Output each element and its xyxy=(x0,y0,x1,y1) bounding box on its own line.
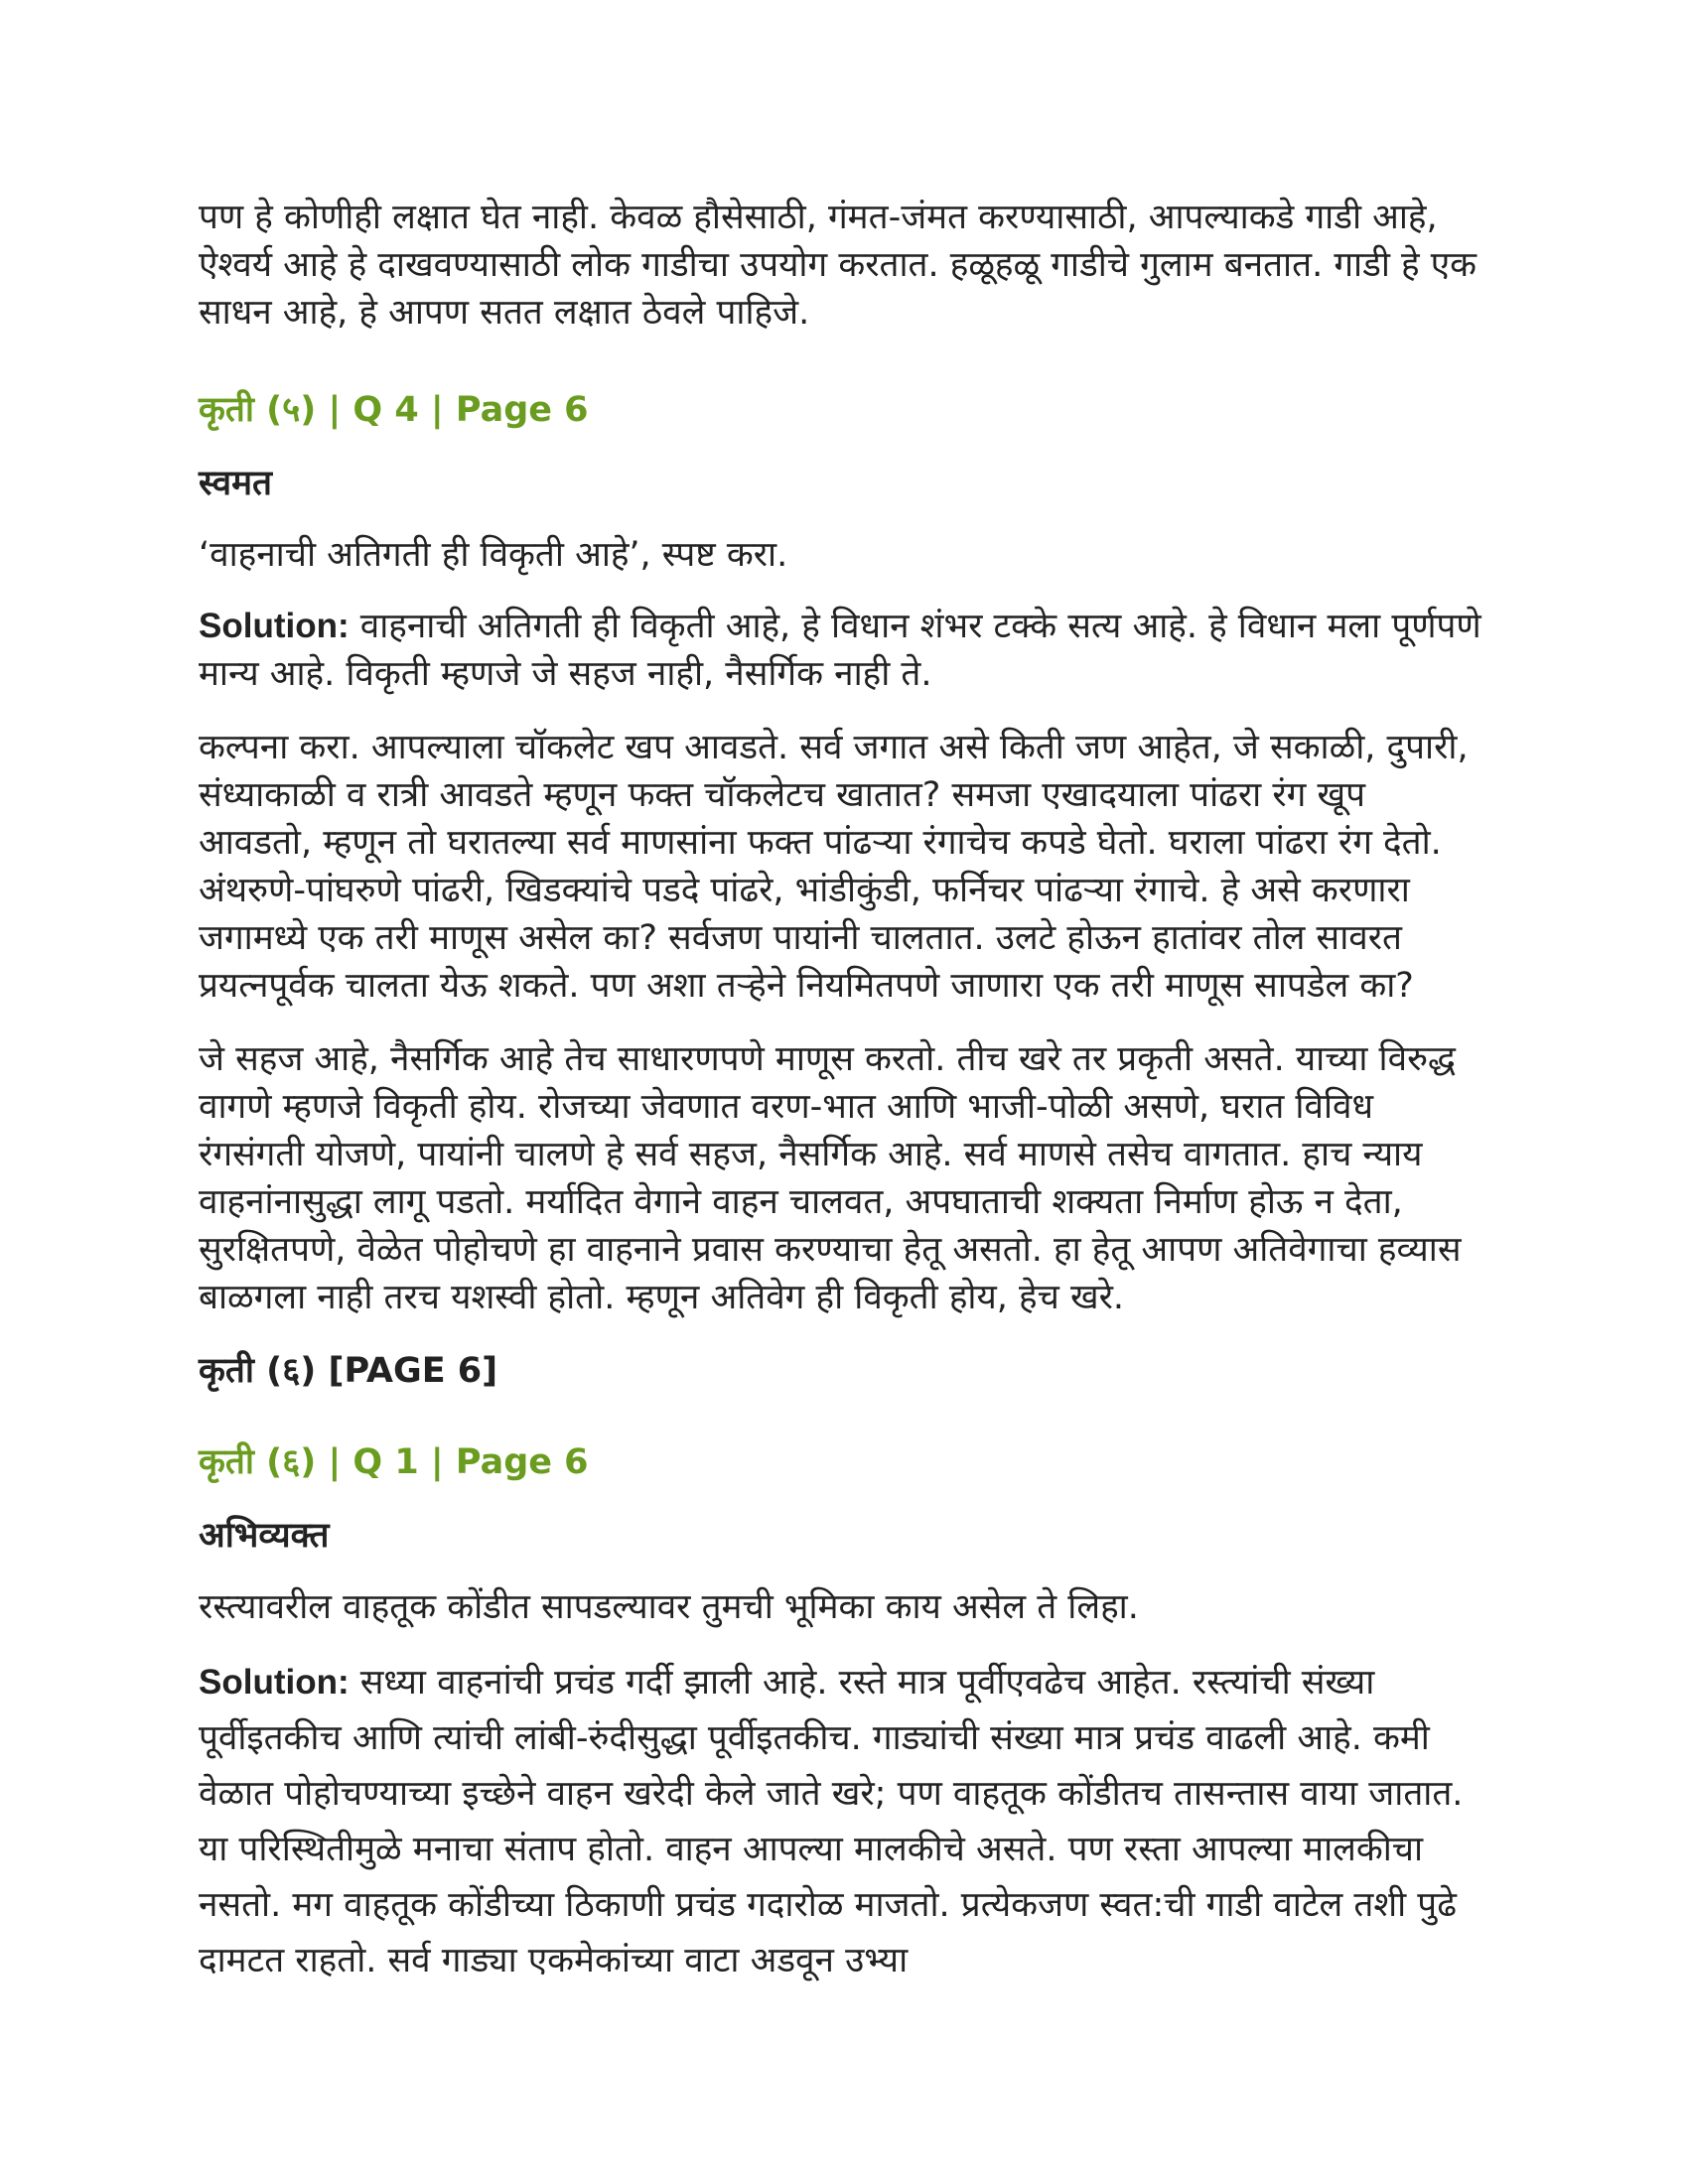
solution-paragraph-3: जे सहज आहे, नैसर्गिक आहे तेच साधारणपणे माणूस करतो. तीच खरे तर प्रकृती असते. याच्या विरुद्ध वागणे म्हणजे विकृती होय. रोजच्या जेवणात वरण-भात आणि भाजी-पोळी असणे, घरात विविध रंगसंगती योजणे, पायांनी चालणे हे सर्व सहज, नैसर्गिक आहे. सर्व माणसे तसेच वागतात. हाच न्याय वाहनांनासुद्धा लागू पडतो. मर्यादित वेगाने वाहन चालवत, अपघाताची शक्यता निर्माण होऊ न देता, सुरक्षितपणे, वेळेत पोहोचणे हा वाहनाने प्रवास करण्याचा हेतू असतो. हा हेतू आपण अतिवेगाचा हव्यास बाळगला नाही तरच यशस्वी होतो. म्हणून अतिवेग ही विकृती होय, हेच खरे. xyxy=(199,1039,1462,1317)
kruti-6-heading: कृती (६) [PAGE 6] xyxy=(199,1351,498,1391)
solution-label: Solution: xyxy=(199,1663,350,1702)
question-text-6-1: रस्त्यावरील वाहतूक कोंडीत सापडल्यावर तुमची भूमिका काय असेल ते लिहा. xyxy=(199,1587,1139,1627)
solution-text: वाहनाची अतिगती ही विकृती आहे, हे विधान शंभर टक्के सत्य आहे. हे विधान मला पूर्णपणे मान्य आहे. विकृती म्हणजे जे सहज नाही, नैसर्गिक नाही ते. xyxy=(199,607,1481,694)
solution-paragraph-5-4 xyxy=(199,603,1489,698)
intro-paragraph: पण हे कोणीही लक्षात घेत नाही. केवळ हौसेसाठी, गंमत-जंमत करण्यासाठी, आपल्याकडे गाडी आहे, ऐश्वर्य आहे हे दाखवण्यासाठी लोक गाडीचा उपयोग करतात. हळूहळू गाडीचे गुलाम बनतात. गाडी हे एक साधन आहे, हे आपण सतत लक्षात ठेवले पाहिजे. xyxy=(199,198,1477,333)
solution-label: Solution: xyxy=(199,607,350,645)
question-heading-5-4: कृती (५) | Q 4 | Page 6 xyxy=(199,390,589,430)
solution-paragraph-6-1 xyxy=(199,1655,1489,1988)
section-heading-abhivyakta: अभिव्यक्त xyxy=(199,1516,330,1556)
solution-text: सध्या वाहनांची प्रचंड गर्दी झाली आहे. रस्ते मात्र पूर्वीएवढेच आहेत. रस्त्यांची संख्या पूर्वीइतकीच आणि त्यांची लांबी-रुंदीसुद्धा पूर्वीइतकीच. गाड्यांची संख्या मात्र प्रचंड वाढली आहे. कमी वेळात पोहोचण्याच्या इच्छेने वाहन खरेदी केले जाते खरे; पण वाहतूक कोंडीतच तासन्तास वाया जातात. या परिस्थितीमुळे मनाचा संताप होतो. वाहन आपल्या मालकीचे असते. पण रस्ता आपल्या मालकीचा नसतो. मग वाहतूक कोंडीच्या ठिकाणी प्रचंड गदारोळ माजतो. प्रत्येकजण स्वत:ची गाडी वाटेल तशी पुढे दामटत राहतो. सर्व गाड्या एकमेकांच्या वाटा अडवून उभ्या xyxy=(199,1663,1464,1980)
solution-paragraph-2: कल्पना करा. आपल्याला चॉकलेट खप आवडते. सर्व जगात असे किती जण आहेत, जे सकाळी, दुपारी, संध्याकाळी व रात्री आवडते म्हणून फक्त चॉकलेटच खातात? समजा एखादयाला पांढरा रंग खूप आवडतो, म्हणून तो घरातल्या सर्व माणसांना फक्त पांढऱ्या रंगाचेच कपडे घेतो. घराला पांढरा रंग देतो. अंथरुणे-पांघरुणे पांढरी, खिडक्यांचे पडदे पांढरे, भांडीकुंडी, फर्निचर पांढऱ्या रंगाचे. हे असे करणारा जगामध्ये एक तरी माणूस असेल का? सर्वजण पायांनी चालतात. उलटे होऊन हातांवर तोल सावरत प्रयत्नपूर्वक चालता येऊ शकते. पण अशा तऱ्हेने नियमितपणे जाणारा एक तरी माणूस सापडेल का? xyxy=(199,728,1469,1006)
document-page xyxy=(199,194,1489,1988)
question-text-5-4: ‘वाहनाची अतिगती ही विकृती आहे’, स्पष्ट करा. xyxy=(199,535,788,575)
question-heading-6-1: कृती (६) | Q 1 | Page 6 xyxy=(199,1442,589,1482)
section-heading-swamat: स्वमत xyxy=(199,464,272,503)
